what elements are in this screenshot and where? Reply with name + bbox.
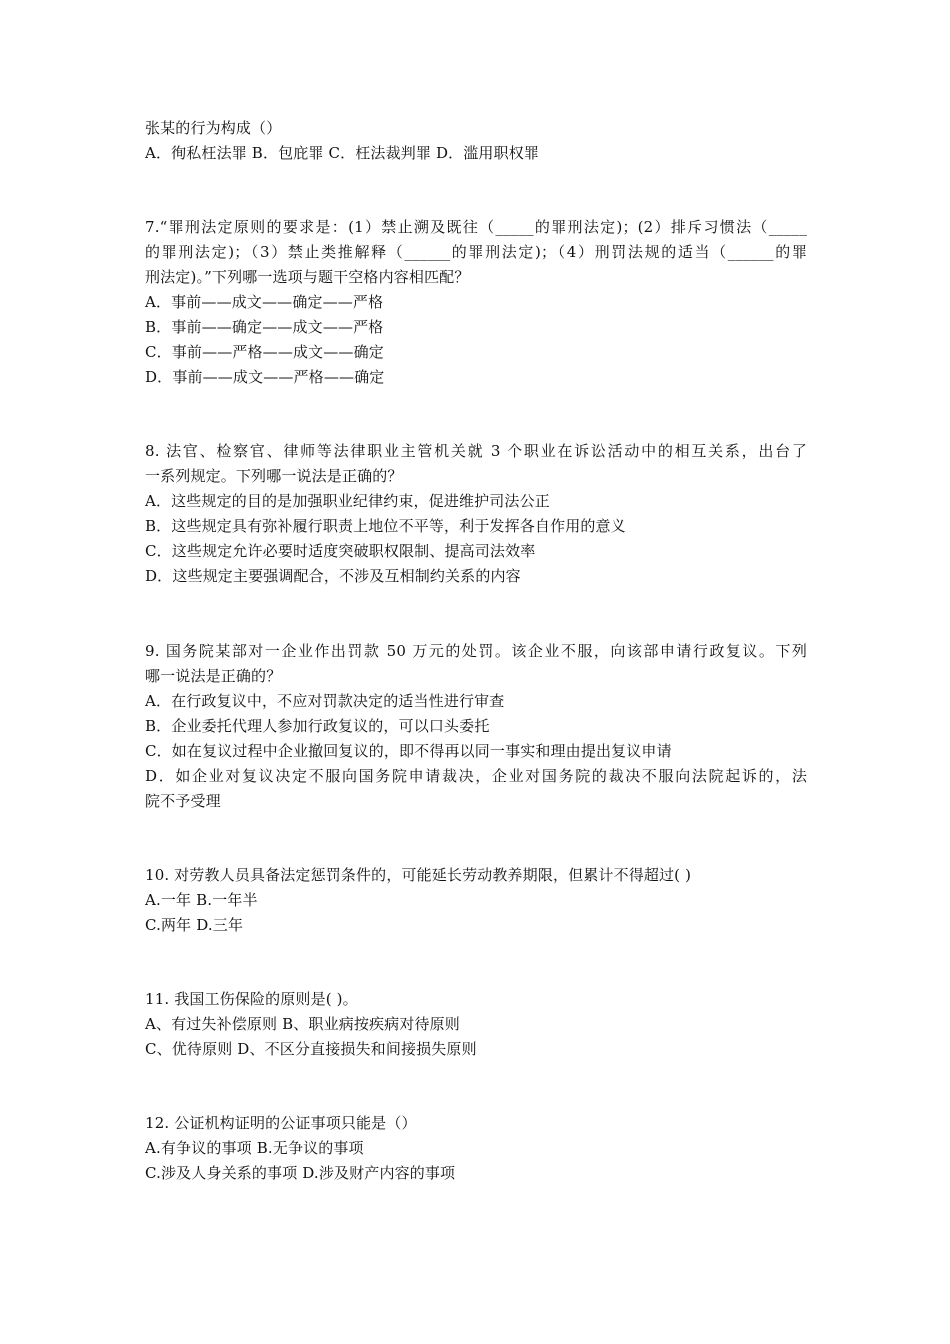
- question-8-option-b: B．这些规定具有弥补履行职责上地位不平等，利于发挥各自作用的意义: [145, 517, 626, 535]
- question-11-stem: 11. 我国工伤保险的原则是( )。: [145, 990, 358, 1008]
- question-7-text-line-3: 刑法定)。”下列哪一选项与题干空格内容相匹配？: [145, 268, 470, 286]
- question-8-text-line-1: 8. 法官、检察官、律师等法律职业主管机关就 3 个职业在诉讼活动中的相互关系，出台了: [145, 442, 807, 460]
- answer-options: A．徇私枉法罪 B．包庇罪 C．枉法裁判罪 D．滥用职权罪: [145, 144, 540, 162]
- question-7-option-c: C．事前——严格——成文——确定: [145, 343, 384, 361]
- question-9-option-d-line-2: 院不予受理: [145, 792, 221, 810]
- question-7-option-d: D．事前——成文——严格——确定: [145, 368, 385, 386]
- question-9-text-line-2: 哪一说法是正确的？: [145, 667, 282, 685]
- question-12-options-cd: C.涉及人身关系的事项 D.涉及财产内容的事项: [145, 1164, 456, 1182]
- question-10-options-ab: A.一年 B.一年半: [145, 891, 258, 909]
- question-8-option-d: D．这些规定主要强调配合，不涉及互相制约关系的内容: [145, 567, 521, 585]
- question-9-text-line-1: 9. 国务院某部对一企业作出罚款 50 万元的处罚。该企业不服，向该部申请行政复议。下列: [145, 642, 807, 660]
- question-11-options-ab: A、有过失补偿原则 B、职业病按疾病对待原则: [145, 1015, 460, 1033]
- question-10-stem: 10. 对劳教人员具备法定惩罚条件的，可能延长劳动教养期限，但累计不得超过( ): [145, 866, 692, 884]
- question-11-options-cd: C、优待原则 D、不区分直接损失和间接损失原则: [145, 1040, 477, 1058]
- question-8-option-a: A．这些规定的目的是加强职业纪律约束，促进维护司法公正: [145, 492, 550, 510]
- question-7-text-line-2: 的罪刑法定)；（3）禁止类推解释（______的罪刑法定)；（4）刑罚法规的适当（______的罪: [145, 243, 807, 261]
- question-9-option-c: C．如在复议过程中企业撤回复议的，即不得再以同一事实和理由提出复议申请: [145, 742, 672, 760]
- question-8-option-c: C．这些规定允许必要时适度突破职权限制、提高司法效率: [145, 542, 536, 560]
- question-9-option-b: B．企业委托代理人参加行政复议的，可以口头委托: [145, 717, 490, 735]
- question-9-option-a: A．在行政复议中，不应对罚款决定的适当性进行审查: [145, 692, 505, 710]
- question-7-option-a: A．事前——成文——确定——严格: [145, 293, 384, 311]
- question-8-text-line-2: 一系列规定。下列哪一说法是正确的？: [145, 467, 403, 485]
- question-12-stem: 12. 公证机构证明的公证事项只能是（）: [145, 1114, 417, 1132]
- question-12-options-ab: A.有争议的事项 B.无争议的事项: [145, 1139, 364, 1157]
- question-7-text-line-1: 7.“罪刑法定原则的要求是：(1）禁止溯及既往（_____的罪刑法定)；(2）排斥习惯法（_____: [145, 218, 807, 236]
- question-9-option-d-line-1: D．如企业对复议决定不服向国务院申请裁决，企业对国务院的裁决不服向法院起诉的，法: [145, 767, 807, 785]
- question-7-option-b: B．事前——确定——成文——严格: [145, 318, 384, 336]
- question-10-options-cd: C.两年 D.三年: [145, 916, 244, 934]
- question-stem: 张某的行为构成（）: [145, 119, 282, 137]
